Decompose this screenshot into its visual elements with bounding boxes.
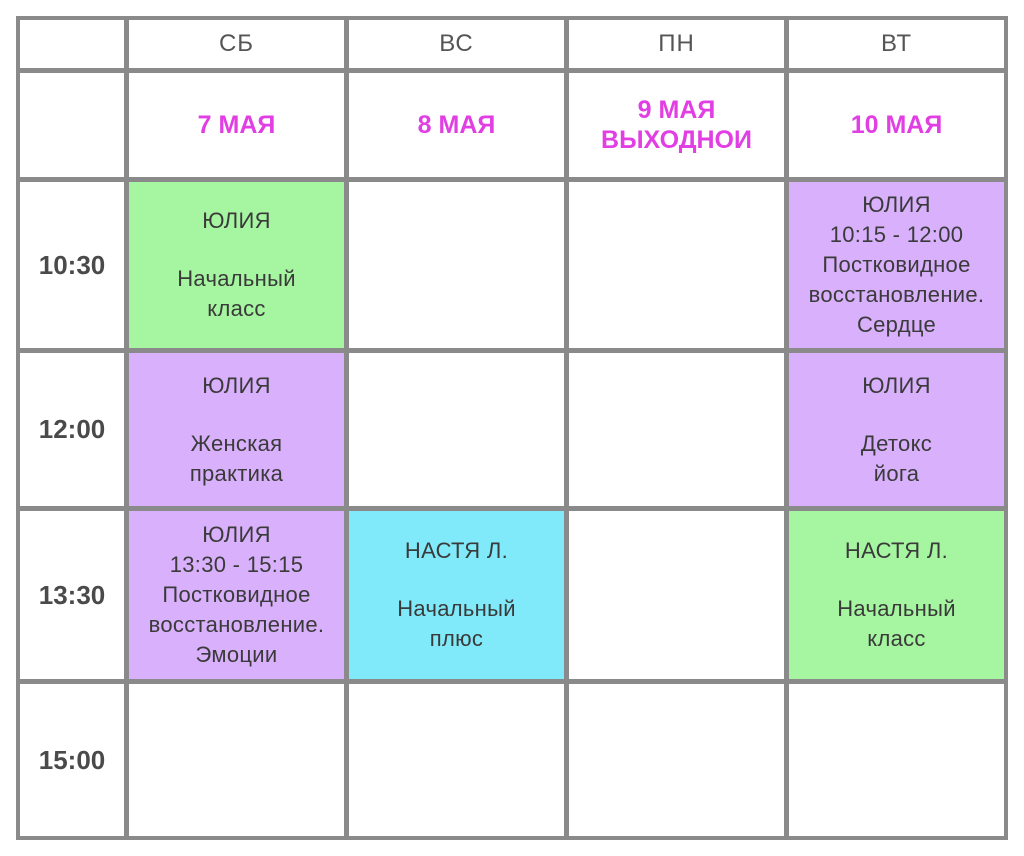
empty-cell xyxy=(349,353,564,506)
class-block[interactable] xyxy=(349,511,564,679)
class-title: Постковидное xyxy=(822,252,971,277)
class-block[interactable] xyxy=(789,182,1004,348)
day-header-mon xyxy=(569,20,784,68)
schedule-grid xyxy=(16,16,1008,840)
day-header-sat xyxy=(129,20,344,68)
class-block[interactable] xyxy=(129,353,344,506)
empty-cell xyxy=(349,684,564,836)
date-header-tue xyxy=(789,73,1004,177)
class-block[interactable] xyxy=(129,511,344,679)
class-title: Постковидное xyxy=(162,582,311,607)
class-time: 10:15 - 12:00 xyxy=(829,222,964,247)
empty-cell xyxy=(129,684,344,836)
class-title: восстановление. xyxy=(808,282,985,307)
corner-cell-dates xyxy=(20,73,124,177)
date-label: 8 МАЯ xyxy=(417,111,496,139)
empty-cell xyxy=(569,353,784,506)
empty-cell xyxy=(349,182,564,348)
day-header-sun xyxy=(349,20,564,68)
teacher-name: НАСТЯ Л. xyxy=(404,538,509,563)
teacher-name: ЮЛИЯ xyxy=(202,372,271,398)
date-header-sat xyxy=(129,73,344,177)
day-header-tue xyxy=(789,20,1004,68)
empty-cell xyxy=(569,684,784,836)
teacher-name: ЮЛИЯ xyxy=(202,208,271,233)
time-label: 15:00 xyxy=(38,744,106,775)
time-label: 10:30 xyxy=(38,249,106,280)
date-label: 7 МАЯ xyxy=(197,111,276,139)
class-title: Детокс xyxy=(860,430,933,456)
class-block[interactable] xyxy=(129,182,344,348)
day-name: ПН xyxy=(658,30,695,57)
class-title: Сердце xyxy=(856,312,937,337)
class-block[interactable] xyxy=(789,353,1004,506)
class-title: Начальный xyxy=(837,596,956,621)
day-name: СБ xyxy=(218,30,255,57)
class-title: плюс xyxy=(429,626,484,651)
class-title: Эмоции xyxy=(195,642,278,667)
time-cell-1030 xyxy=(20,182,124,348)
class-time: 13:30 - 15:15 xyxy=(169,552,304,577)
date-header-sun xyxy=(349,73,564,177)
class-title: практика xyxy=(189,460,284,486)
teacher-name: ЮЛИЯ xyxy=(862,372,931,398)
class-title: восстановление. xyxy=(148,612,325,637)
time-cell-1500 xyxy=(20,684,124,836)
empty-cell xyxy=(569,182,784,348)
time-label: 13:30 xyxy=(38,579,106,610)
empty-cell xyxy=(789,684,1004,836)
class-title: класс xyxy=(867,626,926,651)
class-block[interactable] xyxy=(789,511,1004,679)
date-note: ВЫХОДНОИ xyxy=(601,126,752,154)
teacher-name: ЮЛИЯ xyxy=(862,192,931,217)
date-label: 10 МАЯ xyxy=(850,111,943,139)
class-title: Начальный xyxy=(177,266,296,291)
time-cell-1200 xyxy=(20,353,124,506)
class-title: Начальный xyxy=(397,596,516,621)
day-name: ВТ xyxy=(880,30,913,57)
corner-cell xyxy=(20,20,124,68)
teacher-name: НАСТЯ Л. xyxy=(844,538,949,563)
day-name: ВС xyxy=(439,30,474,57)
time-label: 12:00 xyxy=(38,414,106,444)
teacher-name: ЮЛИЯ xyxy=(202,522,271,547)
class-title: Женская xyxy=(190,430,283,456)
empty-cell xyxy=(569,511,784,679)
date-header-mon xyxy=(569,73,784,177)
time-cell-1330 xyxy=(20,511,124,679)
date-label: 9 МАЯ xyxy=(637,96,716,124)
class-title: йога xyxy=(873,460,920,486)
class-title: класс xyxy=(207,296,266,321)
